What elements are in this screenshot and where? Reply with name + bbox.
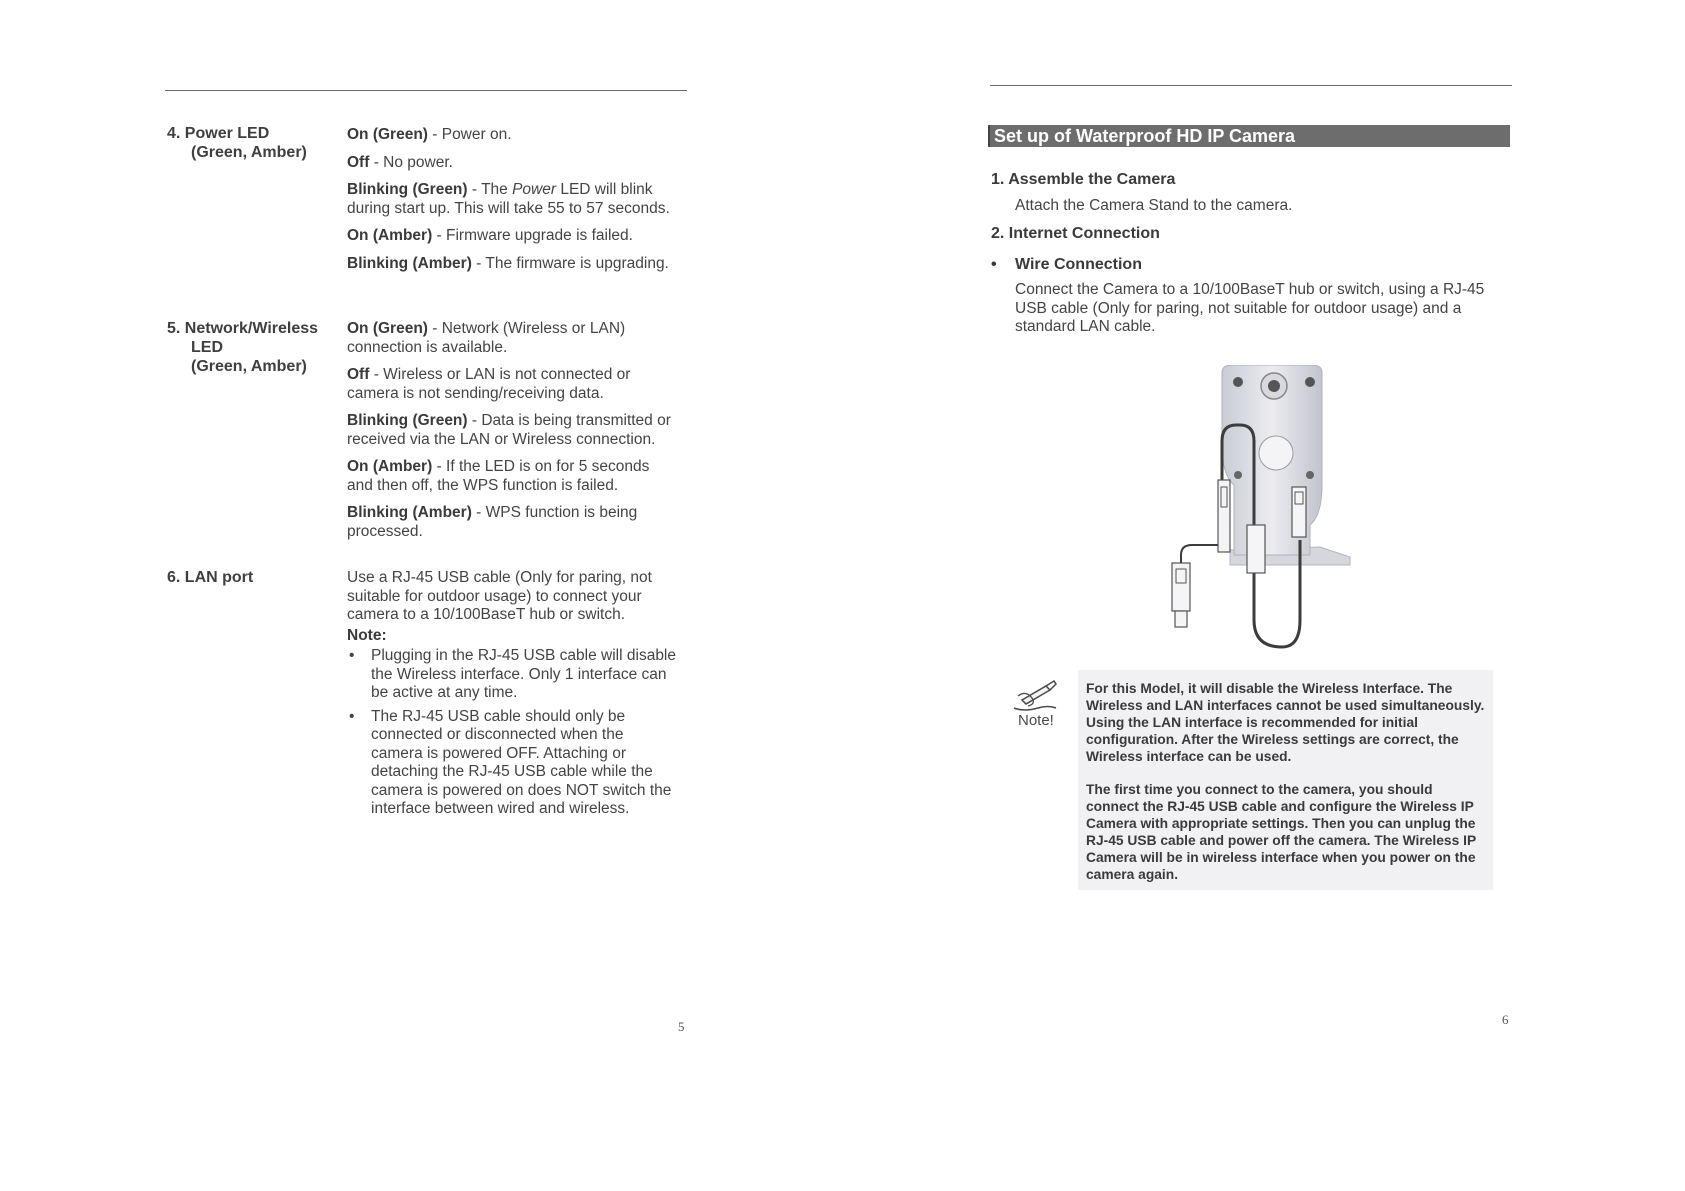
state-text: - If the LED is on for 5 seconds and then off, the WPS function is failed. [347, 458, 650, 494]
header-rule [990, 85, 1512, 86]
state-name: Blinking (Green) [347, 181, 468, 198]
lan-connector-tip [1175, 611, 1187, 627]
state-text-emphasis: Power [512, 181, 557, 198]
state-row [347, 181, 677, 218]
wire-connection-heading: Wire Connection [1015, 256, 1142, 273]
item-title-cont: LED [191, 339, 223, 356]
header-rule [165, 90, 687, 91]
lens-center-icon [1268, 380, 1280, 392]
note-paragraph: For this Model, it will disable the Wireless Interface. The Wireless and LAN interfaces cannot be used simultaneously. Using the LAN interface is recommended for initial configuration. After the Wireless settings are correct, the Wireless interface can be used. [1086, 681, 1485, 764]
item-subtitle: (Green, Amber) [191, 358, 307, 375]
mount-knob [1259, 436, 1293, 470]
page-number: 6 [1502, 1012, 1509, 1027]
state-row [347, 320, 677, 357]
state-name: On (Amber) [347, 458, 433, 475]
note-bullet: • Plugging in the RJ-45 USB cable will disable the Wireless interface. Only 1 interface can be active at any time. [371, 647, 677, 703]
note-paragraph: The first time you connect to the camera, you should connect the RJ-45 USB cable and configure the Wireless IP Camera with appropriate settings. Then you can unplug the RJ-45 USB cable and power off the camera. The Wireless IP Camera will be in wireless interface when you power on the camera again. [1086, 782, 1476, 882]
state-text: - The firmware is upgrading. [471, 254, 669, 272]
state-name: Blinking (Green) [347, 412, 468, 429]
note-box [1078, 670, 1493, 890]
step-heading: 2. Internet Connection [991, 225, 1160, 242]
screw-icon [1234, 471, 1242, 479]
state-name: On (Green) [347, 320, 428, 337]
state-row [347, 412, 677, 449]
cable [1181, 545, 1218, 563]
power-led-states [347, 126, 677, 282]
item-subtitle: (Green, Amber) [191, 144, 307, 161]
note-heading: Note: [347, 626, 387, 644]
state-text: - WPS function is being processed. [347, 504, 638, 540]
screw-icon [1233, 377, 1243, 387]
state-name: On (Amber) [347, 227, 433, 244]
item-number: 5. [167, 320, 181, 337]
state-text: - Wireless or LAN is not connected or camera is not sending/receiving data. [347, 366, 631, 402]
step-text: Attach the Camera Stand to the camera. [1015, 197, 1293, 214]
state-row [347, 227, 677, 246]
note-pen-icon [1010, 678, 1060, 716]
item-title: LAN port [184, 569, 254, 586]
note-bullet-list [347, 647, 677, 819]
item-power-led-label [167, 124, 327, 162]
state-name: Off [347, 153, 370, 171]
state-text: - No power. [369, 153, 453, 171]
bullet-marker: • [991, 256, 997, 273]
lan-port-text: Use a RJ-45 USB cable (Only for paring, not suitable for outdoor usage) to connect your camera to a 10/100BaseT hub or switch. [347, 569, 652, 623]
left-page [0, 0, 842, 1191]
note-label: Note! [1018, 712, 1054, 729]
step-heading: 1. Assemble the Camera [991, 171, 1176, 188]
rj45-connector [1247, 525, 1265, 573]
state-name: Blinking (Amber) [347, 254, 472, 272]
screw-icon [1305, 377, 1315, 387]
state-row [347, 126, 677, 145]
state-name: Off [347, 366, 370, 383]
state-text: - Power on. [427, 126, 512, 143]
state-text: LED will blink during start up. This will take 55 to 57 seconds. [347, 181, 670, 217]
page-number: 5 [678, 1019, 685, 1034]
item-number: 4. [167, 125, 181, 142]
network-led-states [347, 320, 677, 550]
item-number: 6. [167, 569, 181, 586]
item-title: Power LED [184, 125, 270, 142]
usb-connector [1218, 480, 1230, 552]
section-title: Set up of Waterproof HD IP Camera [988, 125, 1510, 147]
item-title: Network/Wireless [184, 320, 319, 337]
state-row [347, 504, 677, 541]
state-text: - Network (Wireless or LAN) connection is available. [347, 320, 626, 356]
state-text: - The [467, 181, 513, 198]
screw-icon [1306, 471, 1314, 479]
lan-connector [1172, 563, 1190, 611]
state-text: - Firmware upgrade is failed. [432, 227, 633, 244]
state-name: On (Green) [347, 126, 428, 143]
wire-connection-text: Connect the Camera to a 10/100BaseT hub or switch, using a RJ-45 USB cable (Only for paring, not suitable for outdoor usage) and a standard LAN cable. [1015, 281, 1485, 335]
state-name: Blinking (Amber) [347, 504, 472, 521]
lan-port-description [347, 569, 677, 824]
note-bullet: • The RJ-45 USB cable should only be connected or disconnected when the camera is powered OFF. Attaching or detaching the RJ-45 USB cable while the camera is powered on does NOT switch the interface between wired and wireless. [371, 708, 677, 819]
usb-plug [1292, 487, 1306, 537]
state-row [347, 366, 677, 403]
camera-illustration [1170, 365, 1360, 657]
item-network-led-label [167, 319, 327, 376]
state-text: - Data is being transmitted or received via the LAN or Wireless connection. [347, 412, 671, 448]
state-row [347, 154, 677, 173]
item-lan-port-label [167, 568, 327, 587]
state-row [347, 458, 677, 495]
state-row [347, 255, 677, 274]
